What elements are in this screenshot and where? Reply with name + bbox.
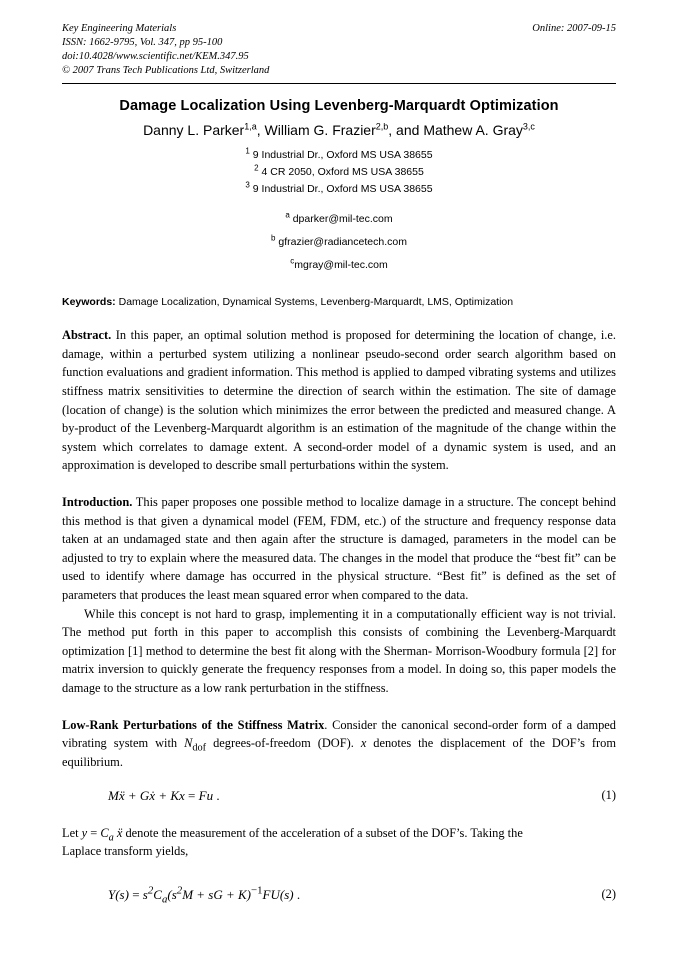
email-1-sup: a: [285, 210, 290, 220]
keywords-line: [62, 296, 616, 308]
page-header: [62, 22, 616, 77]
abstract-label: Abstract.: [62, 328, 112, 343]
between-equations-paragraph: [62, 824, 616, 861]
affiliation-2-text: 4 CR 2050, Oxford MS USA 38655: [261, 166, 424, 179]
equation-1-row: [62, 788, 616, 806]
equation-2-row: [62, 884, 616, 906]
doi-line: doi:10.4028/www.scientific.net/KEM.347.95: [62, 50, 249, 62]
email-item: [62, 254, 616, 277]
introduction-label: Introduction.: [62, 495, 133, 509]
issn-line: ISSN: 1662-9795, Vol. 347, pp 95-100: [62, 36, 223, 48]
journal-name: Key Engineering Materials: [62, 23, 177, 34]
symbol-ndof: N: [184, 736, 193, 751]
abstract-text: In this paper, an optimal solution method is proposed for determining the location of change, i.e. damage, within a perturbed system utilizing a nonlinear pseudo-second order search algorithm based on function evaluations and gradient information. This method is applied to damped vibrating systems and utilizes stiffness matrix sensitivities to determine the direction of search within the estimation. The site of damage (location of change) is the solution which minimizes the error between the predicted and measured change. A by-product of the Levenberg-Marquardt algorithm is an estimation of the magnitude of the change within the system which correlates to damage extent. A second-order model of a dynamic system is used, and an approximation is developed to describe small perturbations within the system.: [62, 328, 616, 473]
email-list: [62, 208, 616, 276]
equation-1-number: (1): [601, 787, 616, 802]
header-divider: [62, 83, 616, 84]
section-low-rank-text-1: . Consider the canonical second-order form of a damped vibrating system with: [62, 717, 617, 751]
inline-equation-y: $y = C_a$ ẍ: [81, 825, 123, 843]
section-low-rank-text-3: denotes the displacement of the DOF’s from equilibrium.: [62, 736, 616, 769]
affiliation-1-text: 9 Industrial Dr., Oxford MS USA 38655: [252, 149, 433, 162]
email-1-text[interactable]: dparker@mil-tec.com: [292, 213, 393, 226]
author-3-name: Mathew A. Gray: [423, 122, 523, 139]
author-2-name: William G. Frazier: [264, 122, 376, 139]
introduction-text-1: This paper proposes one possible method to localize damage in a structure. The concept behind this method is that given a dynamical model (FEM, FDM, etc.) of the structure and frequency response data taken at an undamaged state and then again after the structure is damaged, parameters in the model can be adjusted to try to explain where the measured data. The changes in the model that produce the “best fit” can be used to identify where damage has occurred in the physical structure. “Best fit” is defined as the set of parameters that produces the least mean squared error when compared to the data.: [62, 495, 616, 603]
affiliation-item: [62, 147, 616, 164]
keywords-label: Keywords:: [62, 296, 116, 309]
page-title: Damage Localization Using Levenberg-Marquardt Optimization: [119, 98, 559, 115]
author-1-name: Danny L. Parker: [143, 122, 245, 139]
equation-2: $Y(s) = s^2C_a(s^2M$ + sG + K)$^{-1}$FU(s) .: [108, 884, 301, 906]
symbol-ndof-sub: dof: [192, 742, 207, 754]
affiliation-item: [62, 181, 616, 198]
affiliation-3-sup: 3: [245, 180, 250, 190]
between-text-b: denote the measurement of the acceleration of a subset of the DOF’s. Taking the: [122, 825, 523, 840]
author-sep-1: ,: [256, 122, 265, 139]
keywords-text: Damage Localization, Dynamical Systems, Levenberg-Marquardt, LMS, Optimization: [115, 296, 514, 309]
email-3-text[interactable]: mgray@mil-tec.com: [294, 258, 388, 271]
affiliation-3-text: 9 Industrial Dr., Oxford MS USA 38655: [252, 183, 433, 196]
affiliation-item: [62, 164, 616, 181]
section-low-rank-paragraph: [62, 716, 616, 772]
email-item: [62, 208, 616, 231]
author-2-sup: 2,b: [375, 121, 389, 132]
introduction-paragraph-2: While this concept is not hard to grasp, implementing it in a computationally efficient way is not trivial. The method put forth in this paper to accomplish this consists of combining the Levenberg-Marquardt optimization [1] method to determine the best fit along with the Sherman- Morrison-Woodbury formula [2] for matrix inversion to quickly generate the frequency responses from a model. In doing so, this paper models the damage to the structure as a low rank perturbation in the stiffness.: [62, 606, 616, 696]
copyright-line: © 2007 Trans Tech Publications Ltd, Switzerland: [62, 64, 270, 76]
affiliation-2-sup: 2: [254, 163, 259, 173]
introduction-paragraph-1: [62, 493, 616, 605]
email-2-text[interactable]: gfrazier@radiancetech.com: [278, 236, 407, 248]
section-low-rank-heading: Low-Rank Perturbations of the Stiffness Matrix: [62, 717, 325, 732]
email-item: [62, 231, 616, 254]
email-2-sup: b: [271, 233, 276, 243]
online-date: Online: 2007-09-15: [532, 23, 616, 34]
section-low-rank-text-2: degrees-of-freedom (DOF).: [206, 736, 361, 751]
between-text-a: Let: [62, 825, 82, 840]
affiliation-list: [62, 147, 616, 198]
author-sep-2: , and: [388, 122, 424, 139]
affiliation-1-sup: 1: [245, 146, 250, 156]
symbol-x: x: [360, 736, 367, 751]
equation-1: Mẍ + Gẋ + Kx = Fu .: [108, 787, 220, 803]
author-3-sup: 3,c: [522, 121, 535, 132]
abstract-paragraph: [62, 326, 616, 475]
author-list: [62, 122, 616, 138]
equation-2-number: (2): [601, 886, 616, 901]
author-1-sup: 1,a: [244, 121, 257, 132]
email-3-sup: c: [290, 256, 295, 266]
between-text-c: Laplace transform yields,: [62, 844, 189, 859]
